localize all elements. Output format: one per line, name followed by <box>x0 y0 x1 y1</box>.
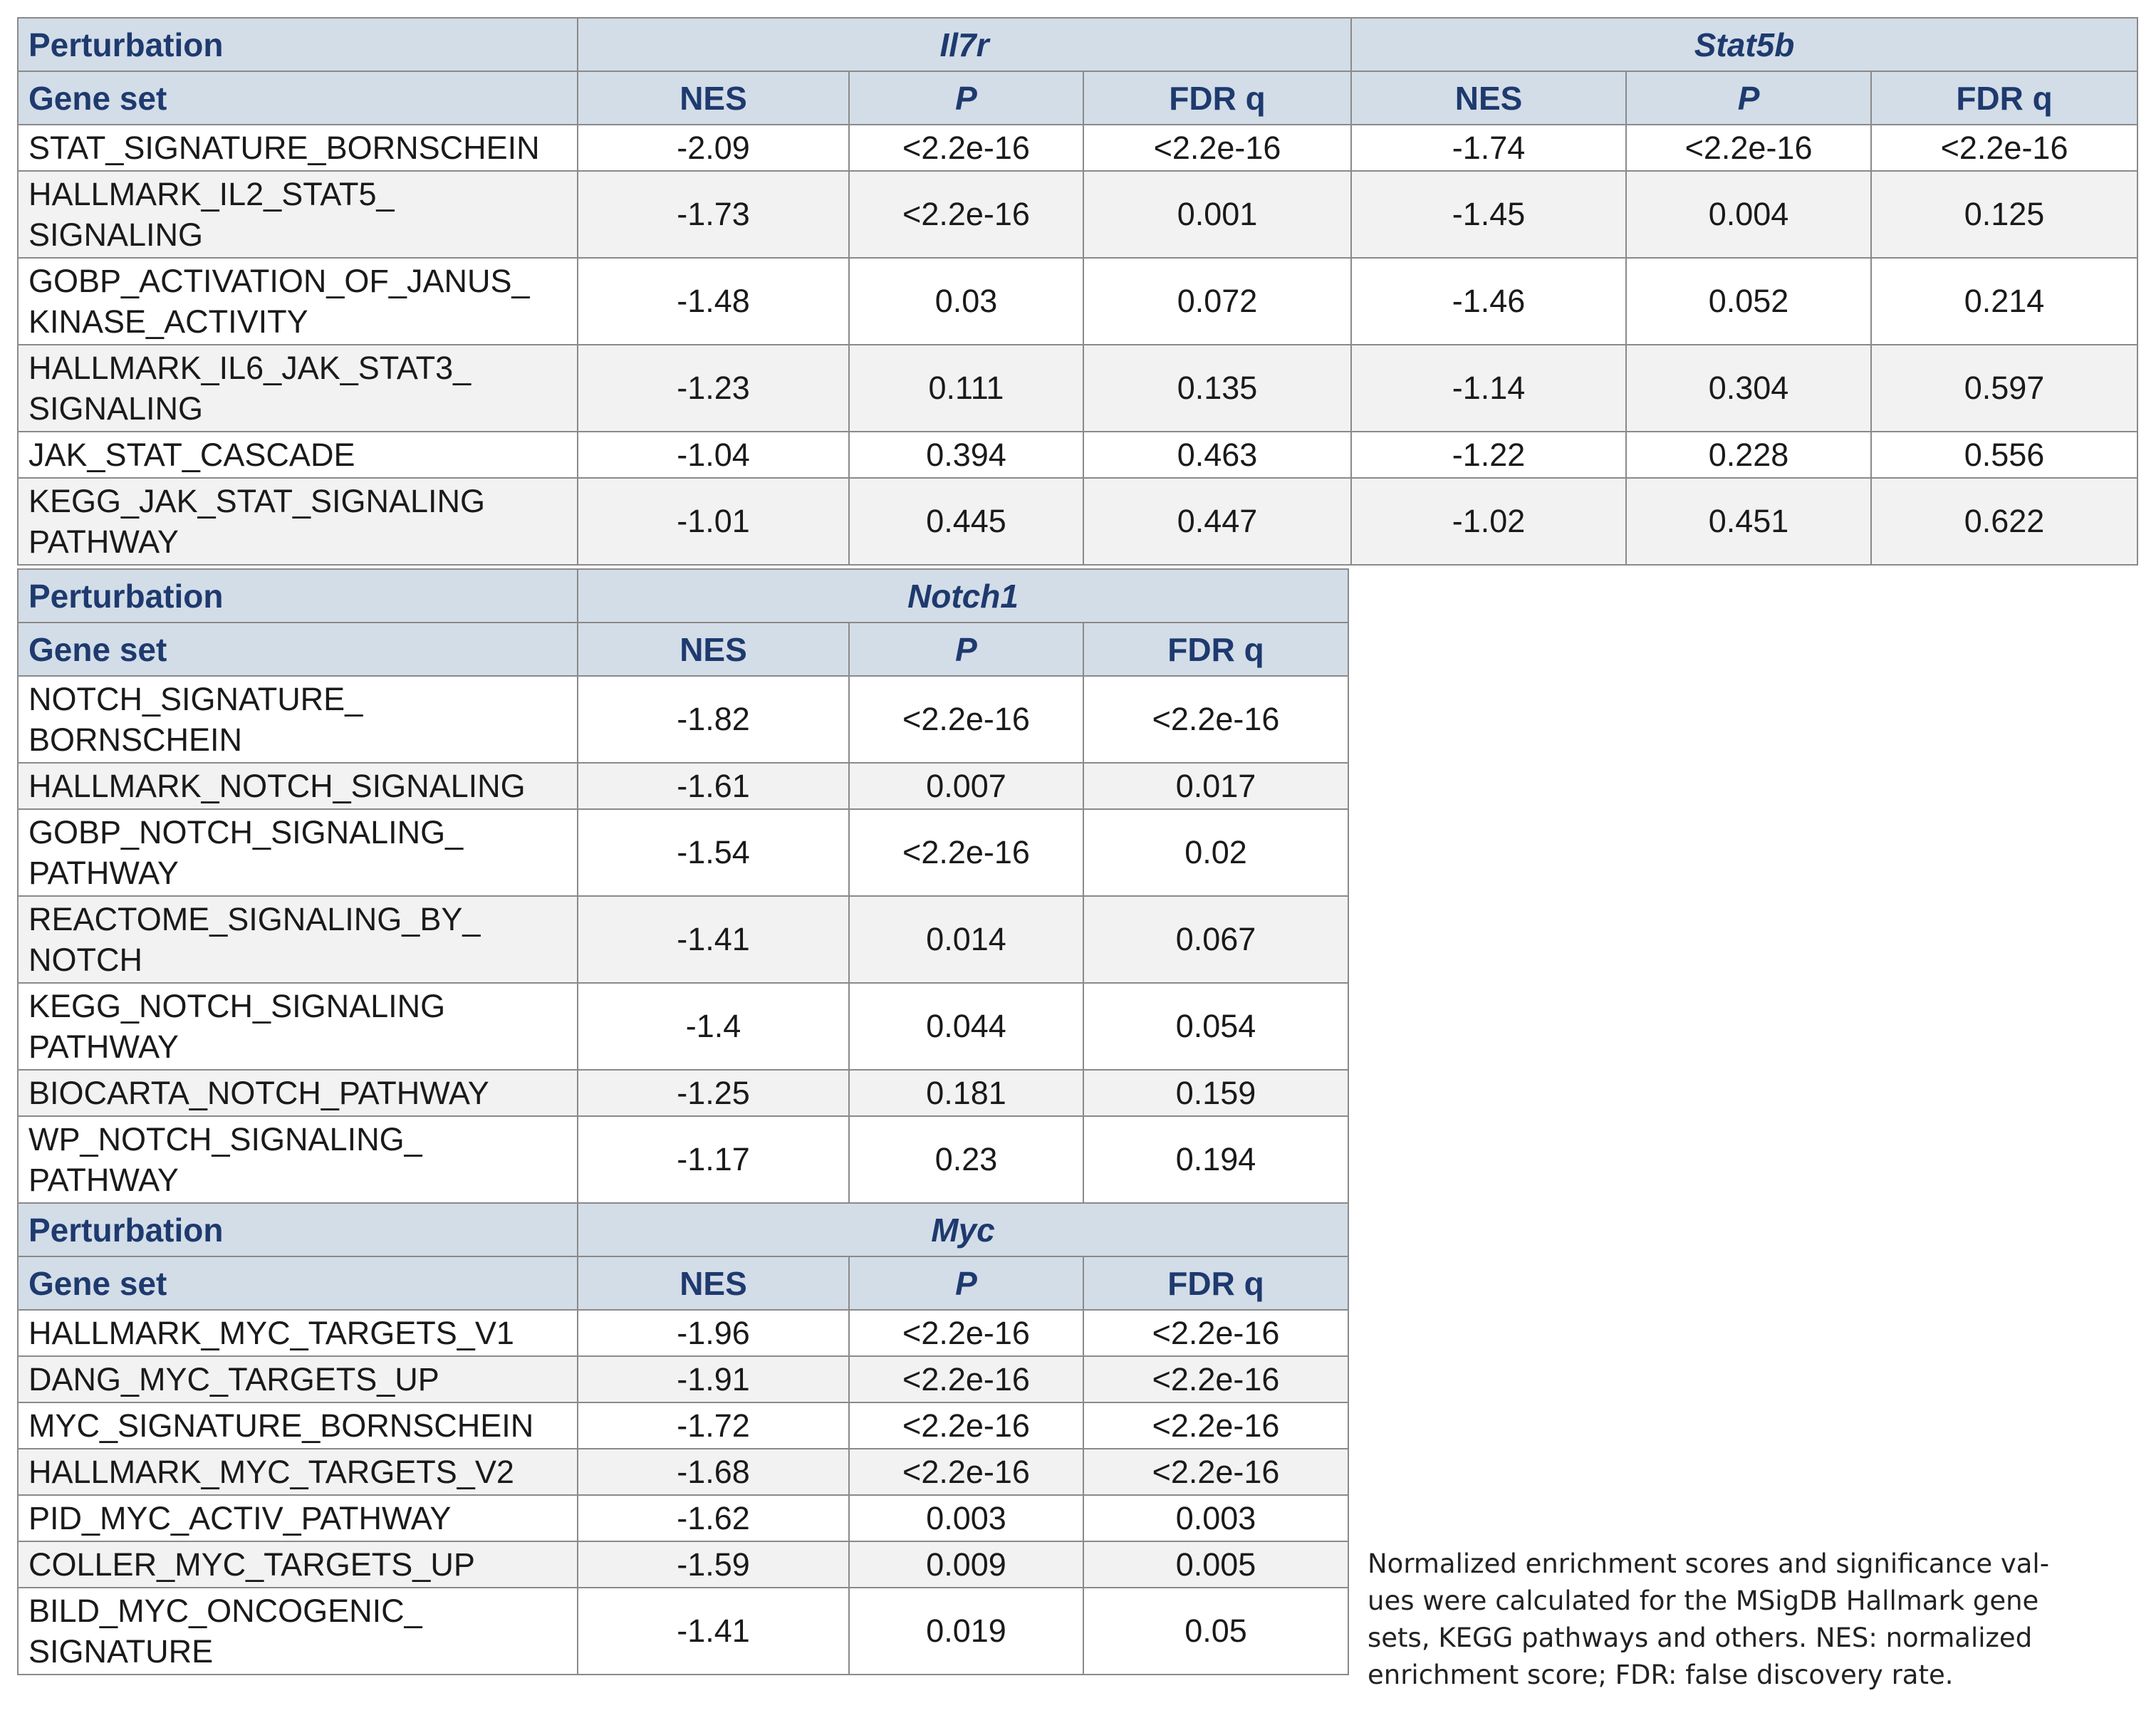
fdr-value: 0.135 <box>1083 345 1351 432</box>
p-value: 0.181 <box>849 1070 1083 1116</box>
p-value: <2.2e-16 <box>849 1402 1083 1449</box>
gene-set-name: KEGG_JAK_STAT_SIGNALING <box>28 483 486 519</box>
nes-value: -2.09 <box>578 125 849 171</box>
p-value: <2.2e-16 <box>849 1356 1083 1402</box>
perturbation-label: Perturbation <box>18 18 578 71</box>
fdr-value: <2.2e-16 <box>1083 1402 1348 1449</box>
fdr-value: 0.622 <box>1871 478 2137 565</box>
table-row <box>18 345 2137 432</box>
gene-set-name: MYC_SIGNATURE_BORNSCHEIN <box>28 1407 534 1444</box>
nes-value: -1.62 <box>578 1495 849 1541</box>
perturbation-myc: Myc <box>578 1203 1348 1256</box>
gene-set-name: NOTCH <box>28 942 142 978</box>
gene-set-header: Gene set <box>18 1256 578 1310</box>
nes-header: NES <box>578 71 849 125</box>
table-row <box>18 1495 1348 1541</box>
gene-set-cell <box>18 171 578 258</box>
p-value: <2.2e-16 <box>849 1310 1083 1356</box>
p-value: 0.007 <box>849 763 1083 809</box>
fdr-value: 0.005 <box>1083 1541 1348 1588</box>
table-row <box>18 125 2137 171</box>
fdr-value: <2.2e-16 <box>1871 125 2137 171</box>
gene-set-cell <box>18 983 578 1070</box>
gene-set-name: PID_MYC_ACTIV_PATHWAY <box>28 1500 452 1536</box>
nes-value: -1.48 <box>578 258 849 345</box>
p-header: P <box>849 71 1083 125</box>
p-value: 0.052 <box>1626 258 1871 345</box>
nes-value: -1.91 <box>578 1356 849 1402</box>
p-value: <2.2e-16 <box>849 676 1083 763</box>
gene-set-cell <box>18 1356 578 1402</box>
fdr-value: 0.067 <box>1083 896 1348 983</box>
nes-header: NES <box>578 1256 849 1310</box>
gene-set-cell <box>18 1310 578 1356</box>
perturbation-stat5b: Stat5b <box>1351 18 2137 71</box>
nes-header: NES <box>1351 71 1626 125</box>
fdr-value: <2.2e-16 <box>1083 676 1348 763</box>
table-row <box>18 171 2137 258</box>
gene-set-cell <box>18 258 578 345</box>
perturbation-header-row <box>18 569 1348 623</box>
p-value: 0.003 <box>849 1495 1083 1541</box>
nes-value: -1.01 <box>578 478 849 565</box>
footnote-line: Normalized enrichment scores and significance val- <box>1368 1548 2050 1579</box>
perturbation-label: Perturbation <box>18 1203 578 1256</box>
gene-set-cell <box>18 345 578 432</box>
gene-set-cell <box>18 125 578 171</box>
perturbation-label: Perturbation <box>18 569 578 623</box>
nes-value: -1.23 <box>578 345 849 432</box>
nes-value: -1.41 <box>578 1588 849 1675</box>
nes-value: -1.59 <box>578 1541 849 1588</box>
gene-set-name: GOBP_NOTCH_SIGNALING_ <box>28 814 464 850</box>
table-row <box>18 258 2137 345</box>
fdr-value: 0.072 <box>1083 258 1351 345</box>
nes-value: -1.46 <box>1351 258 1626 345</box>
table-footnote <box>1368 1546 2137 1694</box>
p-value: 0.394 <box>849 432 1083 478</box>
gene-set-cell <box>18 1070 578 1116</box>
fdr-value: 0.159 <box>1083 1070 1348 1116</box>
fdr-value: <2.2e-16 <box>1083 1449 1348 1495</box>
nes-value: -1.02 <box>1351 478 1626 565</box>
gene-set-name: NOTCH_SIGNATURE_ <box>28 681 363 717</box>
table-row <box>18 1310 1348 1356</box>
table-row <box>18 983 1348 1070</box>
gene-set-name: WP_NOTCH_SIGNALING_ <box>28 1121 422 1157</box>
nes-value: -1.22 <box>1351 432 1626 478</box>
fdr-value: 0.597 <box>1871 345 2137 432</box>
p-value: <2.2e-16 <box>849 171 1083 258</box>
p-header: P <box>849 623 1083 676</box>
perturbation-notch1: Notch1 <box>578 569 1348 623</box>
table-row <box>18 809 1348 896</box>
gene-set-header: Gene set <box>18 71 578 125</box>
gene-set-cell <box>18 676 578 763</box>
gene-set-name: GOBP_ACTIVATION_OF_JANUS_ <box>28 263 530 299</box>
p-value: 0.03 <box>849 258 1083 345</box>
gene-set-cell <box>18 1495 578 1541</box>
gene-set-name: KEGG_NOTCH_SIGNALING <box>28 988 446 1024</box>
enrichment-table-il7r-stat5b <box>17 17 2138 566</box>
fdr-value: 0.556 <box>1871 432 2137 478</box>
p-value: <2.2e-16 <box>1626 125 1871 171</box>
gene-set-name: KINASE_ACTIVITY <box>28 303 308 340</box>
p-value: 0.451 <box>1626 478 1871 565</box>
gene-set-cell <box>18 432 578 478</box>
gene-set-name: HALLMARK_NOTCH_SIGNALING <box>28 768 526 804</box>
nes-value: -1.68 <box>578 1449 849 1495</box>
p-value: 0.044 <box>849 983 1083 1070</box>
nes-header: NES <box>578 623 849 676</box>
p-value: 0.23 <box>849 1116 1083 1203</box>
nes-value: -1.54 <box>578 809 849 896</box>
gene-set-name: PATHWAY <box>28 855 179 891</box>
footnote-line: sets, KEGG pathways and others. NES: normalized <box>1368 1623 2033 1653</box>
p-value: 0.014 <box>849 896 1083 983</box>
table-row <box>18 478 2137 565</box>
fdr-value: 0.017 <box>1083 763 1348 809</box>
table-row <box>18 763 1348 809</box>
table-row <box>18 1588 1348 1675</box>
perturbation-il7r: Il7r <box>578 18 1351 71</box>
fdr-value: 0.02 <box>1083 809 1348 896</box>
table-row <box>18 676 1348 763</box>
p-value: <2.2e-16 <box>849 809 1083 896</box>
p-value: <2.2e-16 <box>849 1449 1083 1495</box>
nes-value: -1.96 <box>578 1310 849 1356</box>
gene-set-name: SIGNALING <box>28 390 204 427</box>
nes-value: -1.17 <box>578 1116 849 1203</box>
gene-set-name: COLLER_MYC_TARGETS_UP <box>28 1546 475 1583</box>
p-value: 0.009 <box>849 1541 1083 1588</box>
gene-set-name: PATHWAY <box>28 1162 179 1198</box>
table-row <box>18 1449 1348 1495</box>
column-header-row <box>18 1256 1348 1310</box>
gene-set-cell <box>18 763 578 809</box>
column-header-row <box>18 623 1348 676</box>
p-value: 0.004 <box>1626 171 1871 258</box>
fdr-value: 0.001 <box>1083 171 1351 258</box>
gene-set-name: DANG_MYC_TARGETS_UP <box>28 1361 439 1397</box>
gene-set-name: BIOCARTA_NOTCH_PATHWAY <box>28 1075 489 1111</box>
gene-set-name: HALLMARK_IL6_JAK_STAT3_ <box>28 350 472 386</box>
p-value: 0.019 <box>849 1588 1083 1675</box>
fdr-header: FDR q <box>1871 71 2137 125</box>
gene-set-name: JAK_STAT_CASCADE <box>28 437 355 473</box>
table-row <box>18 1402 1348 1449</box>
fdr-value: 0.194 <box>1083 1116 1348 1203</box>
p-value: 0.228 <box>1626 432 1871 478</box>
nes-value: -1.45 <box>1351 171 1626 258</box>
gene-set-cell <box>18 478 578 565</box>
gene-set-name: HALLMARK_MYC_TARGETS_V1 <box>28 1315 514 1351</box>
p-value: <2.2e-16 <box>849 125 1083 171</box>
gene-set-name: PATHWAY <box>28 1029 179 1065</box>
gene-set-cell <box>18 1588 578 1675</box>
table-row <box>18 1541 1348 1588</box>
fdr-header: FDR q <box>1083 71 1351 125</box>
gene-set-name: SIGNALING <box>28 217 204 253</box>
nes-value: -1.25 <box>578 1070 849 1116</box>
nes-value: -1.4 <box>578 983 849 1070</box>
gene-set-name: REACTOME_SIGNALING_BY_ <box>28 901 481 937</box>
gene-set-header: Gene set <box>18 623 578 676</box>
table-row <box>18 1356 1348 1402</box>
table-row <box>18 1070 1348 1116</box>
gene-set-name: STAT_SIGNATURE_BORNSCHEIN <box>28 130 540 166</box>
table-row <box>18 432 2137 478</box>
p-header: P <box>849 1256 1083 1310</box>
gene-set-name: BILD_MYC_ONCOGENIC_ <box>28 1593 422 1629</box>
fdr-value: 0.125 <box>1871 171 2137 258</box>
fdr-value: 0.003 <box>1083 1495 1348 1541</box>
table-row <box>18 896 1348 983</box>
nes-value: -1.72 <box>578 1402 849 1449</box>
gene-set-name: BORNSCHEIN <box>28 722 243 758</box>
footnote-line: ues were calculated for the MSigDB Hallmark gene <box>1368 1586 2039 1616</box>
gene-set-cell <box>18 896 578 983</box>
footnote-line: enrichment score; FDR: false discovery rate. <box>1368 1660 1954 1690</box>
fdr-value: 0.054 <box>1083 983 1348 1070</box>
table-row <box>18 1116 1348 1203</box>
perturbation-header-row <box>18 1203 1348 1256</box>
column-header-row <box>18 71 2137 125</box>
p-value: 0.304 <box>1626 345 1871 432</box>
gene-set-cell <box>18 809 578 896</box>
nes-value: -1.73 <box>578 171 849 258</box>
fdr-value: 0.05 <box>1083 1588 1348 1675</box>
p-value: 0.111 <box>849 345 1083 432</box>
fdr-value: <2.2e-16 <box>1083 1356 1348 1402</box>
gene-set-name: PATHWAY <box>28 524 179 560</box>
fdr-value: 0.214 <box>1871 258 2137 345</box>
gene-set-name: SIGNATURE <box>28 1633 214 1670</box>
gene-set-name: HALLMARK_IL2_STAT5_ <box>28 176 395 212</box>
perturbation-header-row <box>18 18 2137 71</box>
nes-value: -1.41 <box>578 896 849 983</box>
p-value: 0.445 <box>849 478 1083 565</box>
fdr-value: 0.463 <box>1083 432 1351 478</box>
fdr-header: FDR q <box>1083 623 1348 676</box>
fdr-value: <2.2e-16 <box>1083 125 1351 171</box>
fdr-header: FDR q <box>1083 1256 1348 1310</box>
gene-set-cell <box>18 1449 578 1495</box>
nes-value: -1.61 <box>578 763 849 809</box>
fdr-value: 0.447 <box>1083 478 1351 565</box>
p-header: P <box>1626 71 1871 125</box>
nes-value: -1.74 <box>1351 125 1626 171</box>
nes-value: -1.82 <box>578 676 849 763</box>
gene-set-cell <box>18 1116 578 1203</box>
fdr-value: <2.2e-16 <box>1083 1310 1348 1356</box>
gene-set-cell <box>18 1402 578 1449</box>
gene-set-name: HALLMARK_MYC_TARGETS_V2 <box>28 1454 514 1490</box>
gene-set-cell <box>18 1541 578 1588</box>
nes-value: -1.04 <box>578 432 849 478</box>
enrichment-table-notch1-myc <box>17 568 1349 1675</box>
nes-value: -1.14 <box>1351 345 1626 432</box>
